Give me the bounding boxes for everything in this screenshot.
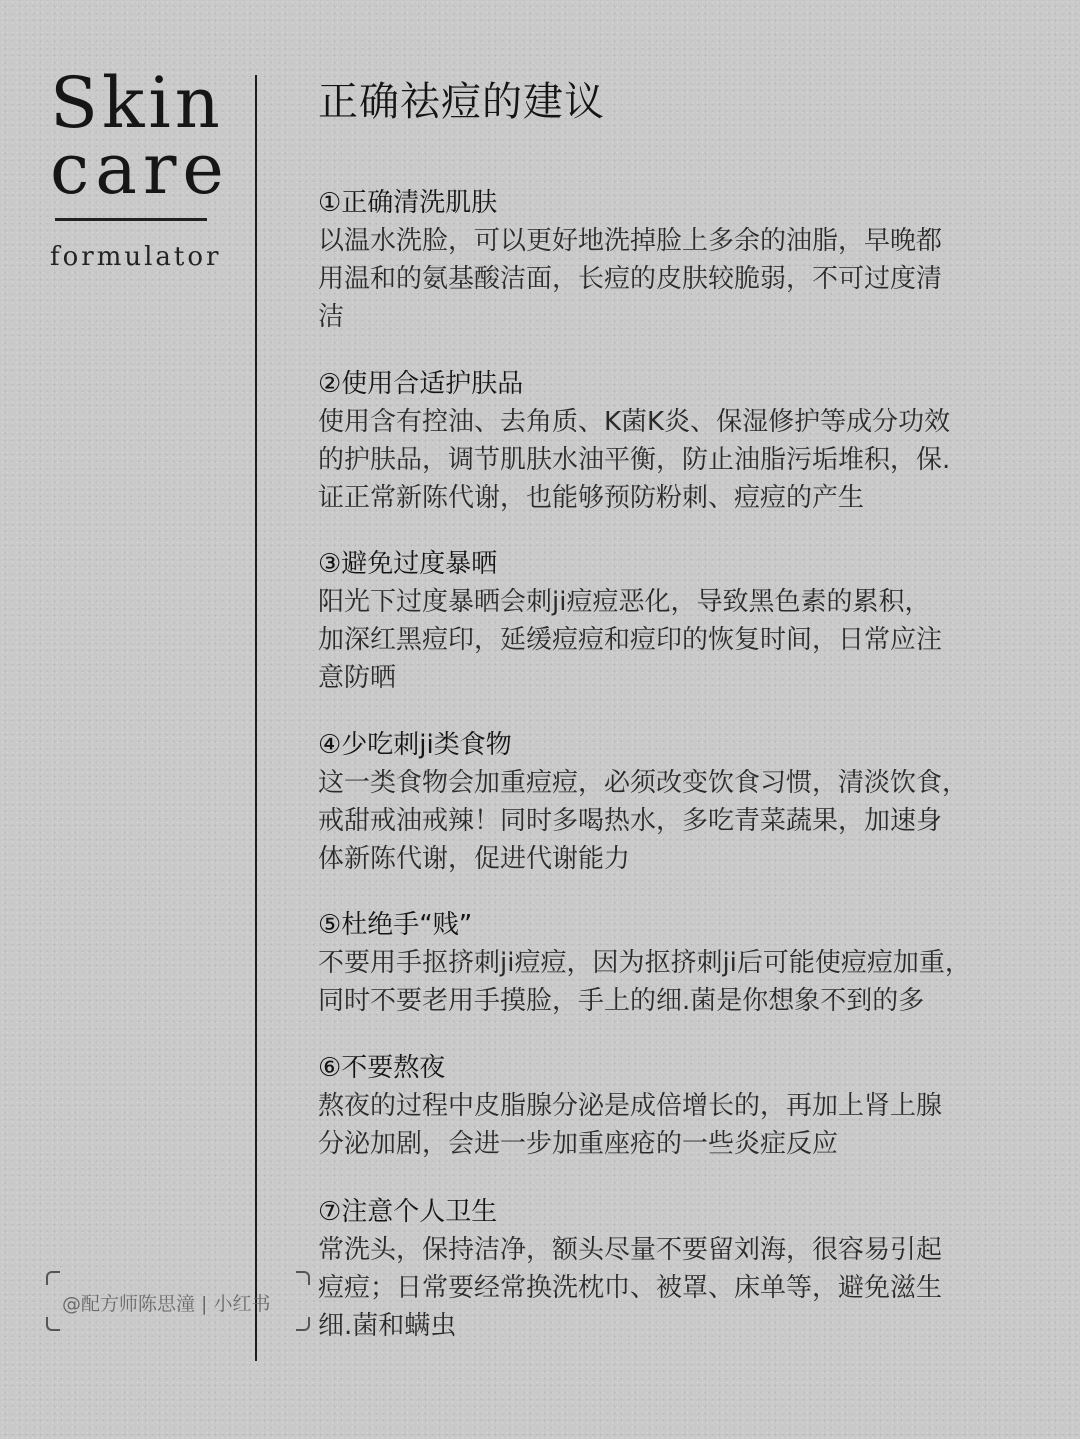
brand-formulator-label: formulator [50,242,222,272]
watermark-corner-bottom-right [296,1317,310,1331]
tip-item-3 [318,545,1018,697]
tip-text-line: 痘痘；日常要经常换洗枕巾、被罩、床单等，避免滋生 [318,1273,943,1303]
tip-text-line: 同时不要老用手摸脸，手上的细.菌是你想象不到的多 [318,986,925,1016]
brand-skin-wordmark: Skin [50,62,224,144]
watermark-text: @配方师陈思潼 | 小红书 [62,1293,271,1315]
tip-item-5 [318,906,1018,1020]
tip-item-1 [318,184,1018,336]
tip-heading: ⑥不要熬夜 [318,1053,446,1083]
tip-item-4 [318,726,1018,878]
watermark-corner-top-left [46,1271,60,1285]
tip-heading: ⑤杜绝手“贱” [318,910,473,940]
watermark-corner-bottom-left [46,1317,60,1331]
tip-text-line: 阳光下过度暴晒会刺ji痘痘恶化，导致黑色素的累积， [318,587,931,617]
tip-text-line: 细.菌和螨虫 [318,1311,457,1341]
tip-heading: ②使用合适护肤品 [318,369,524,399]
brand-divider [55,218,207,221]
page-title: 正确祛痘的建议 [318,79,605,125]
watermark-corner-top-right [296,1271,310,1285]
tip-text-line: 意防晒 [318,663,397,693]
tip-text-line: 加深红黑痘印，延缓痘痘和痘印的恢复时间，日常应注 [318,625,943,655]
tip-text-line: 体新陈代谢，促进代谢能力 [318,844,631,874]
tip-heading: ①正确清洗肌肤 [318,188,498,218]
tip-text-line: 用温和的氨基酸洁面，长痘的皮肤较脆弱，不可过度清 [318,264,943,294]
tip-text-line: 洁 [318,302,345,332]
tip-text-line: 戒甜戒油戒辣！同时多喝热水，多吃青菜蔬果，加速身 [318,806,943,836]
tip-heading: ④少吃刺ji类食物 [318,730,512,760]
vertical-divider [255,75,257,1361]
tip-heading: ③避免过度暴晒 [318,549,498,579]
tip-text-line: 这一类食物会加重痘痘，必须改变饮食习惯，清淡饮食， [318,768,969,798]
tip-text-line: 分泌加剧，会进一步加重座疮的一些炎症反应 [318,1129,839,1159]
brand-care-wordmark: care [50,128,230,210]
tip-item-2 [318,365,1018,517]
tip-item-7 [318,1193,1018,1345]
tip-item-6 [318,1049,1018,1163]
tip-text-line: 熬夜的过程中皮脂腺分泌是成倍增长的，再加上肾上腺 [318,1091,943,1121]
tip-text-line: 常洗头，保持洁净，额头尽量不要留刘海，很容易引起 [318,1235,943,1265]
tip-text-line: 不要用手抠挤刺ji痘痘，因为抠挤刺ji后可能使痘痘加重， [318,948,971,978]
tip-text-line: 证正常新陈代谢，也能够预防粉刺、痘痘的产生 [318,483,865,513]
watermark [46,1271,310,1331]
tip-heading: ⑦注意个人卫生 [318,1197,498,1227]
tip-text-line: 以温水洗脸，可以更好地洗掉脸上多余的油脂，早晚都 [318,226,943,256]
tip-text-line: 使用含有控油、去角质、K菌K炎、保湿修护等成分功效 [318,407,951,437]
tip-text-line: 的护肤品，调节肌肤水油平衡，防止油脂污垢堆积，保. [318,445,951,475]
